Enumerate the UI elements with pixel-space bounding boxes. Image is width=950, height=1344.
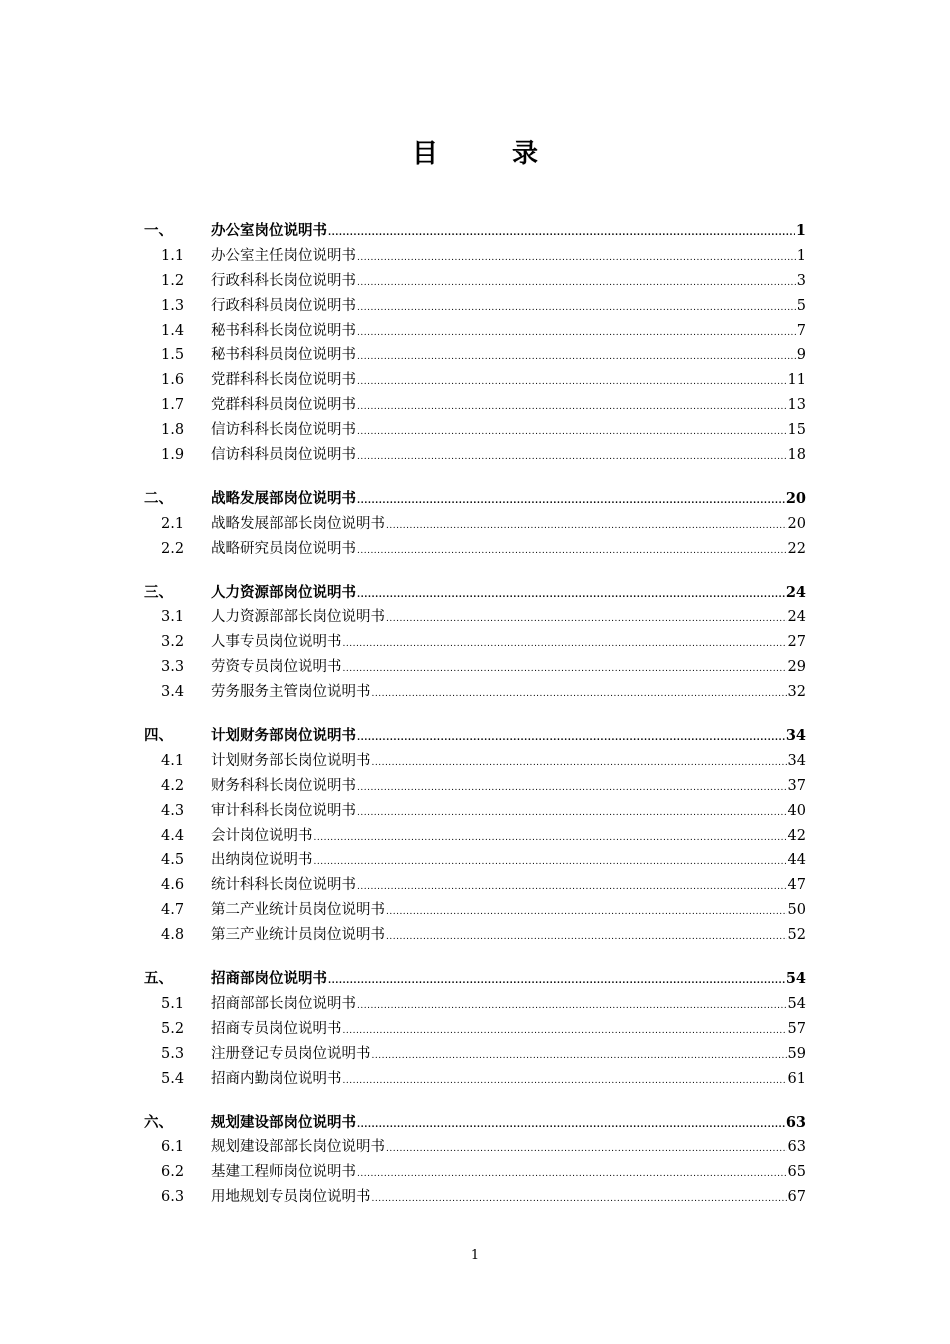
- dot-leader: [343, 1076, 787, 1086]
- toc-entry-number: 1.2: [161, 272, 185, 289]
- toc-entry-title: 劳务服务主管岗位说明书: [211, 684, 371, 701]
- toc-entry-number: 6.2: [161, 1164, 185, 1181]
- toc-entry-page: 54: [787, 995, 806, 1012]
- toc-entry-page: 44: [787, 852, 806, 869]
- toc-entry-title: 招商部岗位说明书: [211, 970, 327, 988]
- toc-entry[interactable]: [144, 1160, 806, 1185]
- dot-leader: [357, 1169, 787, 1179]
- toc-entry-number: 五、: [144, 970, 173, 988]
- toc-entry-number: 5.1: [161, 995, 185, 1012]
- dot-leader: [343, 639, 787, 649]
- toc-entry-number: 1.6: [161, 372, 185, 389]
- toc-entry-page: 18: [787, 447, 806, 464]
- dot-leader: [357, 377, 787, 387]
- dot-leader: [328, 228, 795, 238]
- toc-entry[interactable]: [144, 680, 806, 705]
- toc-entry-title: 规划建设部部长岗位说明书: [211, 1139, 385, 1156]
- toc-entry[interactable]: [144, 393, 806, 418]
- dot-leader: [357, 278, 796, 288]
- toc-entry-page: 54: [785, 970, 806, 988]
- table-of-contents: [144, 219, 806, 1229]
- toc-entry-title: 战略发展部部长岗位说明书: [211, 515, 385, 532]
- toc-entry-number: 6.1: [161, 1139, 185, 1156]
- dot-leader: [386, 932, 787, 942]
- toc-entry[interactable]: [144, 749, 806, 774]
- toc-entry-title: 办公室岗位说明书: [211, 222, 327, 239]
- dot-leader: [357, 303, 796, 313]
- toc-entry[interactable]: [144, 319, 806, 344]
- dot-leader: [372, 1194, 787, 1204]
- dot-leader: [343, 664, 787, 674]
- toc-entry-page: 34: [785, 727, 806, 745]
- toc-entry-page: 50: [787, 902, 806, 919]
- toc-entry[interactable]: [144, 655, 806, 680]
- toc-entry-page: 67: [787, 1189, 806, 1206]
- toc-entry[interactable]: [144, 774, 806, 799]
- toc-entry-number: 1.1: [161, 247, 185, 264]
- toc-entry[interactable]: [144, 1017, 806, 1042]
- toc-entry[interactable]: [144, 1067, 806, 1092]
- toc-entry-page: 11: [787, 372, 806, 389]
- toc-entry-title: 第二产业统计员岗位说明书: [211, 902, 385, 919]
- toc-entry[interactable]: [144, 368, 806, 393]
- toc-entry-title: 用地规划专员岗位说明书: [211, 1189, 371, 1206]
- dot-leader: [328, 976, 785, 986]
- dot-leader: [357, 882, 787, 892]
- toc-entry-title: 人力资源部部长岗位说明书: [211, 609, 385, 626]
- toc-section-heading[interactable]: [144, 581, 806, 606]
- toc-entry-page: 5: [796, 297, 806, 314]
- toc-entry[interactable]: [144, 418, 806, 443]
- toc-entry-page: 15: [787, 422, 806, 439]
- toc-entry-title: 招商专员岗位说明书: [211, 1020, 342, 1037]
- toc-entry-number: 1.4: [161, 322, 185, 339]
- toc-entry-page: 20: [785, 489, 806, 507]
- toc-entry-number: 1.7: [161, 397, 185, 414]
- toc-entry-page: 13: [787, 397, 806, 414]
- toc-section: [144, 487, 806, 562]
- toc-entry[interactable]: [144, 443, 806, 468]
- toc-entry-page: 61: [787, 1070, 806, 1087]
- toc-entry-number: 2.2: [161, 540, 185, 557]
- toc-entry-page: 63: [787, 1139, 806, 1156]
- toc-entry-page: 37: [787, 777, 806, 794]
- dot-leader: [357, 352, 796, 362]
- toc-entry-title: 行政科科员岗位说明书: [211, 297, 356, 314]
- toc-entry-number: 1.3: [161, 297, 185, 314]
- toc-entry-number: 6.3: [161, 1189, 185, 1206]
- toc-entry-title: 党群科科长岗位说明书: [211, 372, 356, 389]
- toc-entry-page: 20: [787, 515, 806, 532]
- toc-entry[interactable]: [144, 992, 806, 1017]
- toc-entry[interactable]: [144, 898, 806, 923]
- dot-leader: [357, 328, 796, 338]
- dot-leader: [357, 546, 787, 556]
- toc-entry-title: 审计科科长岗位说明书: [211, 802, 356, 819]
- toc-entry-page: 34: [787, 752, 806, 769]
- toc-entry-number: 5.3: [161, 1045, 185, 1062]
- toc-entry-page: 59: [787, 1045, 806, 1062]
- dot-leader: [386, 907, 787, 917]
- toc-entry-number: 二、: [144, 489, 173, 507]
- toc-entry[interactable]: [144, 269, 806, 294]
- dot-leader: [357, 733, 785, 743]
- toc-section: [144, 581, 806, 705]
- toc-entry[interactable]: [144, 1185, 806, 1210]
- toc-entry-number: 3.2: [161, 634, 185, 651]
- toc-entry-page: 63: [785, 1113, 806, 1131]
- dot-leader: [386, 614, 787, 624]
- toc-entry-number: 4.6: [161, 877, 185, 894]
- toc-entry-title: 注册登记专员岗位说明书: [211, 1045, 371, 1062]
- toc-entry-number: 1.9: [161, 447, 185, 464]
- dot-leader: [357, 1120, 785, 1130]
- toc-entry-title: 计划财务部长岗位说明书: [211, 752, 371, 769]
- toc-entry-title: 招商部部长岗位说明书: [211, 995, 356, 1012]
- dot-leader: [372, 689, 787, 699]
- toc-entry[interactable]: [144, 244, 806, 269]
- toc-entry-title: 财务科科长岗位说明书: [211, 777, 356, 794]
- toc-entry-title: 第三产业统计员岗位说明书: [211, 927, 385, 944]
- toc-entry-page: 1: [795, 222, 806, 239]
- dot-leader: [386, 521, 787, 531]
- toc-entry-page: 40: [787, 802, 806, 819]
- toc-entry-page: 42: [787, 827, 806, 844]
- toc-section-heading[interactable]: [144, 219, 806, 244]
- toc-entry-title: 出纳岗位说明书: [211, 852, 313, 869]
- toc-entry-title: 统计科科长岗位说明书: [211, 877, 356, 894]
- toc-entry-page: 3: [796, 272, 806, 289]
- toc-entry-title: 战略研究员岗位说明书: [211, 540, 356, 557]
- toc-section: [144, 967, 806, 1091]
- toc-entry-title: 行政科科长岗位说明书: [211, 272, 356, 289]
- toc-entry[interactable]: [144, 799, 806, 824]
- dot-leader: [372, 758, 787, 768]
- toc-entry-page: 52: [787, 927, 806, 944]
- toc-entry-page: 27: [787, 634, 806, 651]
- toc-entry-number: 4.2: [161, 777, 185, 794]
- toc-section: [144, 724, 806, 948]
- toc-entry[interactable]: [144, 848, 806, 873]
- toc-entry-title: 信访科科长岗位说明书: [211, 422, 356, 439]
- toc-entry-title: 会计岗位说明书: [211, 827, 313, 844]
- dot-leader: [343, 1026, 787, 1036]
- toc-entry-number: 4.3: [161, 802, 185, 819]
- toc-entry-title: 计划财务部岗位说明书: [211, 727, 356, 745]
- toc-section-heading[interactable]: [144, 724, 806, 749]
- toc-section-heading[interactable]: [144, 487, 806, 512]
- toc-section: [144, 1111, 806, 1211]
- toc-entry-number: 4.1: [161, 752, 185, 769]
- toc-entry-page: 47: [787, 877, 806, 894]
- dot-leader: [357, 427, 787, 437]
- dot-leader: [357, 590, 785, 600]
- toc-entry-title: 基建工程师岗位说明书: [211, 1164, 356, 1181]
- toc-entry-page: 1: [796, 247, 806, 264]
- dot-leader: [357, 783, 787, 793]
- dot-leader: [357, 808, 787, 818]
- toc-entry-page: 32: [787, 684, 806, 701]
- page-title: [0, 133, 950, 170]
- dot-leader: [357, 402, 787, 412]
- toc-entry-number: 三、: [144, 583, 173, 601]
- toc-entry-page: 7: [796, 322, 806, 339]
- dot-leader: [372, 1051, 787, 1061]
- dot-leader: [314, 857, 787, 867]
- toc-entry-number: 4.7: [161, 902, 185, 919]
- toc-entry-page: 24: [787, 609, 806, 626]
- toc-entry[interactable]: [144, 923, 806, 948]
- dot-leader: [314, 833, 787, 843]
- toc-entry-page: 65: [787, 1164, 806, 1181]
- toc-entry[interactable]: [144, 343, 806, 368]
- toc-entry-number: 3.4: [161, 684, 185, 701]
- toc-entry-number: 4.5: [161, 852, 185, 869]
- toc-entry-page: 29: [787, 659, 806, 676]
- title-char-1: 目: [411, 139, 438, 169]
- toc-entry[interactable]: [144, 512, 806, 537]
- toc-entry-title: 党群科科员岗位说明书: [211, 397, 356, 414]
- toc-entry-page: 57: [787, 1020, 806, 1037]
- toc-entry-title: 秘书科科员岗位说明书: [211, 347, 356, 364]
- toc-entry-number: 1.5: [161, 347, 185, 364]
- toc-entry-page: 24: [785, 583, 806, 601]
- dot-leader: [357, 452, 787, 462]
- toc-entry[interactable]: [144, 1135, 806, 1160]
- toc-section-heading[interactable]: [144, 967, 806, 992]
- toc-entry[interactable]: [144, 824, 806, 849]
- toc-entry-number: 1.8: [161, 422, 185, 439]
- toc-entry-title: 人力资源部岗位说明书: [211, 583, 356, 601]
- toc-entry-title: 招商内勤岗位说明书: [211, 1070, 342, 1087]
- toc-entry[interactable]: [144, 873, 806, 898]
- title-char-2: 录: [512, 139, 539, 169]
- toc-section-heading[interactable]: [144, 1111, 806, 1136]
- toc-entry-title: 劳资专员岗位说明书: [211, 659, 342, 676]
- toc-entry-title: 信访科科员岗位说明书: [211, 447, 356, 464]
- toc-entry-title: 人事专员岗位说明书: [211, 634, 342, 651]
- toc-entry-number: 一、: [144, 222, 173, 239]
- toc-entry-number: 六、: [144, 1113, 173, 1131]
- toc-entry-page: 22: [787, 540, 806, 557]
- toc-entry-title: 办公室主任岗位说明书: [211, 247, 356, 264]
- toc-entry[interactable]: [144, 605, 806, 630]
- toc-section: [144, 219, 806, 468]
- toc-entry-number: 3.1: [161, 609, 185, 626]
- toc-entry-number: 5.4: [161, 1070, 185, 1087]
- toc-entry-number: 2.1: [161, 515, 185, 532]
- toc-entry-page: 9: [796, 347, 806, 364]
- dot-leader: [386, 1144, 787, 1154]
- page-number: 1: [470, 1248, 480, 1263]
- toc-entry-number: 5.2: [161, 1020, 185, 1037]
- toc-entry-number: 3.3: [161, 659, 185, 676]
- toc-entry-title: 秘书科科长岗位说明书: [211, 322, 356, 339]
- toc-entry[interactable]: [144, 1042, 806, 1067]
- toc-entry-number: 四、: [144, 727, 173, 745]
- toc-entry[interactable]: [144, 630, 806, 655]
- dot-leader: [357, 253, 796, 263]
- dot-leader: [357, 496, 785, 506]
- toc-entry-title: 规划建设部岗位说明书: [211, 1113, 356, 1131]
- toc-entry-number: 4.4: [161, 827, 185, 844]
- toc-entry[interactable]: [144, 294, 806, 319]
- dot-leader: [357, 1001, 787, 1011]
- toc-entry-number: 4.8: [161, 927, 185, 944]
- toc-entry[interactable]: [144, 537, 806, 562]
- toc-entry-title: 战略发展部岗位说明书: [211, 489, 356, 507]
